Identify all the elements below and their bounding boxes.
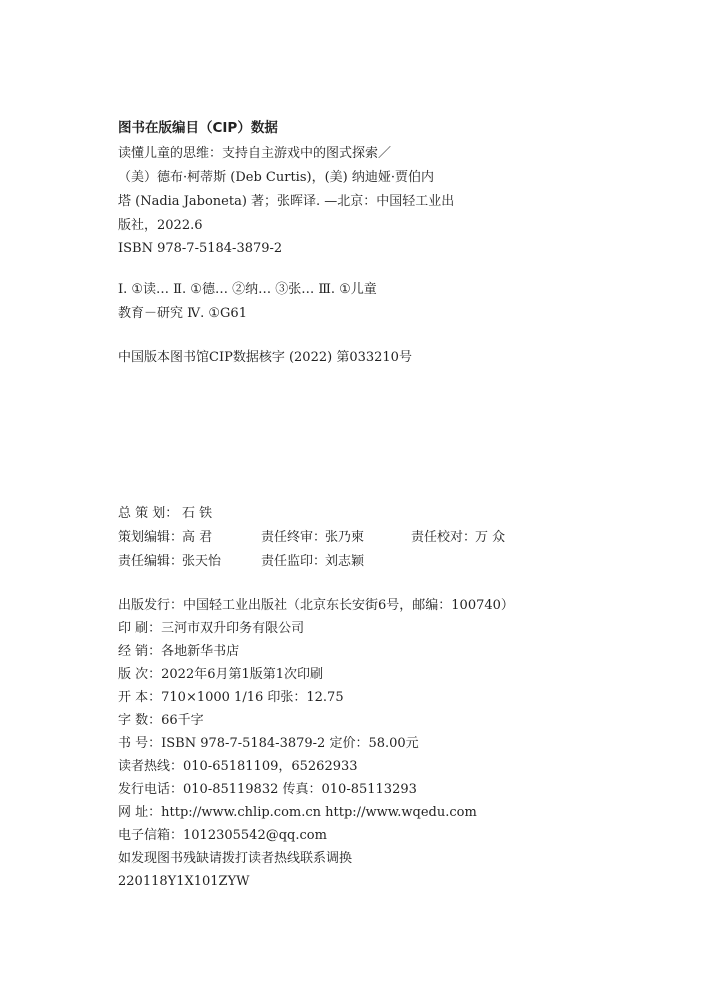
credit-label: 责任编辑： [118, 554, 184, 569]
cip-classification: Ⅰ. ①读… Ⅱ. ①德… ②纳… ③张… Ⅲ. ①儿童 [118, 282, 377, 297]
publication-line: 版 次：2022年6月第1版第1次印刷 [118, 667, 324, 682]
credit-value: 石 铁 [182, 506, 213, 521]
publication-line: 网 址：http://www.chlip.com.cn http://www.wqedu.com [118, 805, 477, 820]
cip-line: （美）德布·柯蒂斯 (Deb Curtis)，(美) 纳迪娅·贾伯内 [118, 170, 434, 185]
publication-line: 经 销：各地新华书店 [118, 644, 240, 659]
publication-line: 电子信箱：1012305542@qq.com [118, 828, 327, 843]
cip-classification: 教育－研究 Ⅳ. ①G61 [118, 306, 247, 321]
credit-value: 刘志颖 [325, 554, 365, 569]
publication-line: 出版发行：中国轻工业出版社（北京东长安街6号，邮编：100740） [118, 598, 514, 613]
cip-title: 图书在版编目（CIP）数据 [118, 120, 278, 136]
publication-line: 开 本：710×1000 1/16 印张：12.75 [118, 690, 344, 705]
cip-line: 读懂儿童的思维：支持自主游戏中的图式探索／ [118, 146, 392, 161]
credit-value: 张天怡 [182, 554, 222, 569]
publication-line: 字 数：66千字 [118, 713, 204, 728]
credit-value: 万 众 [475, 530, 506, 545]
publication-line: 如发现图书残缺请拨打读者热线联系调换 [118, 851, 353, 866]
cip-line: 塔 (Nadia Jaboneta) 著；张晖译. —北京：中国轻工业出 [118, 194, 455, 209]
cip-isbn: ISBN 978-7-5184-3879-2 [118, 241, 283, 256]
credit-label: 总 策 划： [118, 506, 179, 521]
publication-line: 发行电话：010-85119832 传真：010-85113293 [118, 782, 417, 797]
credit-value: 张乃柬 [325, 530, 365, 545]
cip-verification: 中国版本图书馆CIP数据核字 (2022) 第033210号 [118, 350, 412, 365]
publication-line: 书 号：ISBN 978-7-5184-3879-2 定价：58.00元 [118, 736, 419, 751]
credit-value: 高 君 [182, 530, 213, 545]
credit-label: 责任校对： [411, 530, 477, 545]
publication-line: 印 刷：三河市双升印务有限公司 [118, 621, 305, 636]
publication-line: 读者热线：010-65181109，65262933 [118, 759, 358, 774]
credit-label: 责任终审： [261, 530, 327, 545]
cip-line: 版社，2022.6 [118, 218, 203, 233]
print-code: 220118Y1X101ZYW [118, 874, 250, 889]
credit-label: 责任监印： [261, 554, 327, 569]
credit-label: 策划编辑： [118, 530, 184, 545]
